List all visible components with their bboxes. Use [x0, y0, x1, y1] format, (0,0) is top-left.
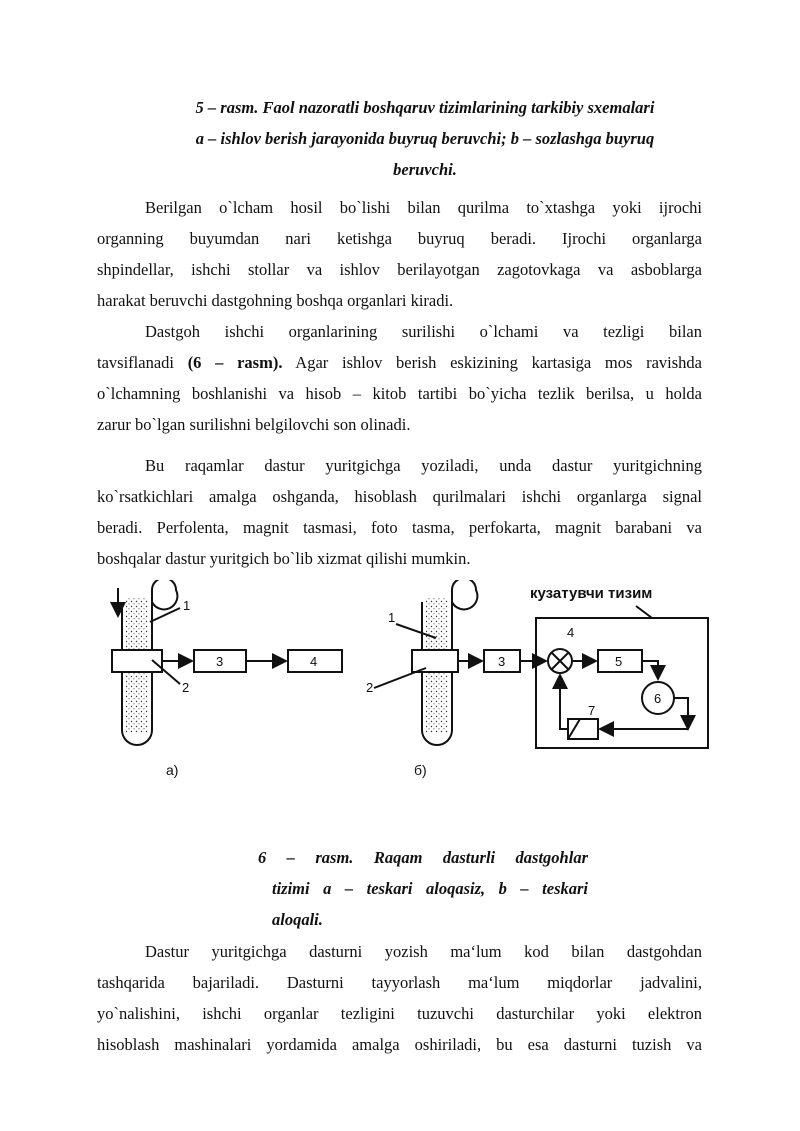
label-a-3: 3	[216, 654, 224, 669]
paragraph-1-line: harakat beruvchi dastgohning boshqa organlari kiradi.	[97, 291, 454, 310]
paragraph-4	[97, 936, 702, 1060]
paragraph-3-line: Bu raqamlar dastur yuritgichga yoziladi, unda dastur yuritgichning	[145, 456, 702, 475]
leader-b-2	[374, 668, 426, 688]
paragraph-1-line: organning buyumdan nari ketishga buyruq beradi. Ijrochi organlarga	[97, 229, 702, 248]
scheme-b-label: б)	[414, 762, 427, 778]
label-b-6: 6	[654, 691, 662, 706]
sensor-7-diagonal	[568, 719, 580, 739]
figure-6-caption-line-2: tizimi a – teskari aloqasiz, b – teskari	[272, 879, 588, 898]
paragraph-2-text: tavsiflanadi	[97, 353, 188, 372]
label-b-1: 1	[388, 610, 396, 625]
label-b-4: 4	[567, 625, 575, 640]
figure-5-caption	[150, 92, 700, 185]
label-a-1: 1	[183, 598, 191, 613]
figure-5-caption-line-1: 5 – rasm. Faol nazoratli boshqaruv tizimlarining tarkibiy sxemalari	[195, 98, 655, 117]
paragraph-1	[97, 192, 702, 316]
paragraph-4-line: Dastur yuritgichga dasturni yozish ma‘lum kod bilan dastgohdan	[145, 942, 702, 961]
paragraph-2-line: o`lchamning boshlanishi va hisob – kitob tartibi bo`yicha tezlik berilsa, u holda	[97, 384, 702, 403]
paragraph-3-line: boshqalar dastur yuritgich bo`lib xizmat qilishi mumkin.	[97, 549, 471, 568]
scheme-a-label: а)	[166, 762, 179, 778]
label-b-5: 5	[615, 654, 623, 669]
figure-6-caption-line-1: 6 – rasm. Raqam dasturli dastgohlar	[258, 848, 588, 867]
tracking-system-title: кузатувчи тизим	[530, 585, 653, 602]
figure-6-diagram	[100, 580, 720, 790]
paragraph-4-line: hisoblash mashinalari yordamida amalga oshiriladi, bu esa dasturni tuzish va	[97, 1035, 702, 1054]
paragraph-3-line: ko`rsatkichlari amalga oshganda, hisoblash qurilmalari ishchi organlarga signal	[97, 487, 702, 506]
scheme-a	[112, 580, 342, 745]
paragraph-4-line: yo`nalishini, ishchi organlar tezligini tuzuvchi dasturchilar yoki elektron	[97, 1004, 702, 1023]
label-b-7: 7	[588, 703, 596, 718]
tracking-system-leader	[636, 606, 652, 618]
label-b-2: 2	[366, 680, 374, 695]
label-a-4: 4	[310, 654, 318, 669]
paragraph-2-line: zarur bo`lgan surilishni belgilovchi son olinadi.	[97, 415, 411, 434]
paragraph-1-line: Berilgan o`lcham hosil bo`lishi bilan qurilma to`xtashga yoki ijrochi	[145, 198, 702, 217]
paragraph-2	[97, 316, 702, 440]
diagram-svg	[100, 580, 720, 790]
link-b-6-feedback	[674, 698, 688, 729]
paragraph-1-line: shpindellar, ishchi stollar va ishlov berilayotgan zagotovkaga va asboblarga	[97, 260, 702, 279]
label-a-2: 2	[182, 680, 190, 695]
paragraph-2-line	[97, 347, 702, 378]
figure-5-caption-line-3: beruvchi.	[393, 160, 457, 179]
reader-b	[412, 650, 458, 672]
scheme-b	[374, 580, 708, 748]
label-b-3: 3	[498, 654, 506, 669]
figure-6-caption	[258, 842, 588, 935]
figure-6-caption-line-3: aloqali.	[272, 910, 323, 929]
paragraph-3	[97, 450, 702, 574]
paragraph-4-line: tashqarida bajariladi. Dasturni tayyorlash ma‘lum miqdorlar jadvalini,	[97, 973, 702, 992]
figure-5-caption-line-2: a – ishlov berish jarayonida buyruq beruvchi; b – sozlashga buyruq	[195, 129, 655, 148]
paragraph-2-line: Dastgoh ishchi organlarining surilishi o`lchami va tezligi bilan	[145, 322, 702, 341]
paragraph-2-text: Agar ishlov berish eskizining kartasiga mos ravishda	[282, 353, 702, 372]
paragraph-3-line: beradi. Perfolenta, magnit tasmasi, foto tasma, perfokarta, magnit barabani va	[97, 518, 702, 537]
link-b-5-6	[642, 661, 658, 679]
sensor-7	[568, 719, 598, 739]
link-b-7-4	[560, 675, 568, 729]
figure-6-reference: (6 – rasm).	[187, 353, 283, 372]
